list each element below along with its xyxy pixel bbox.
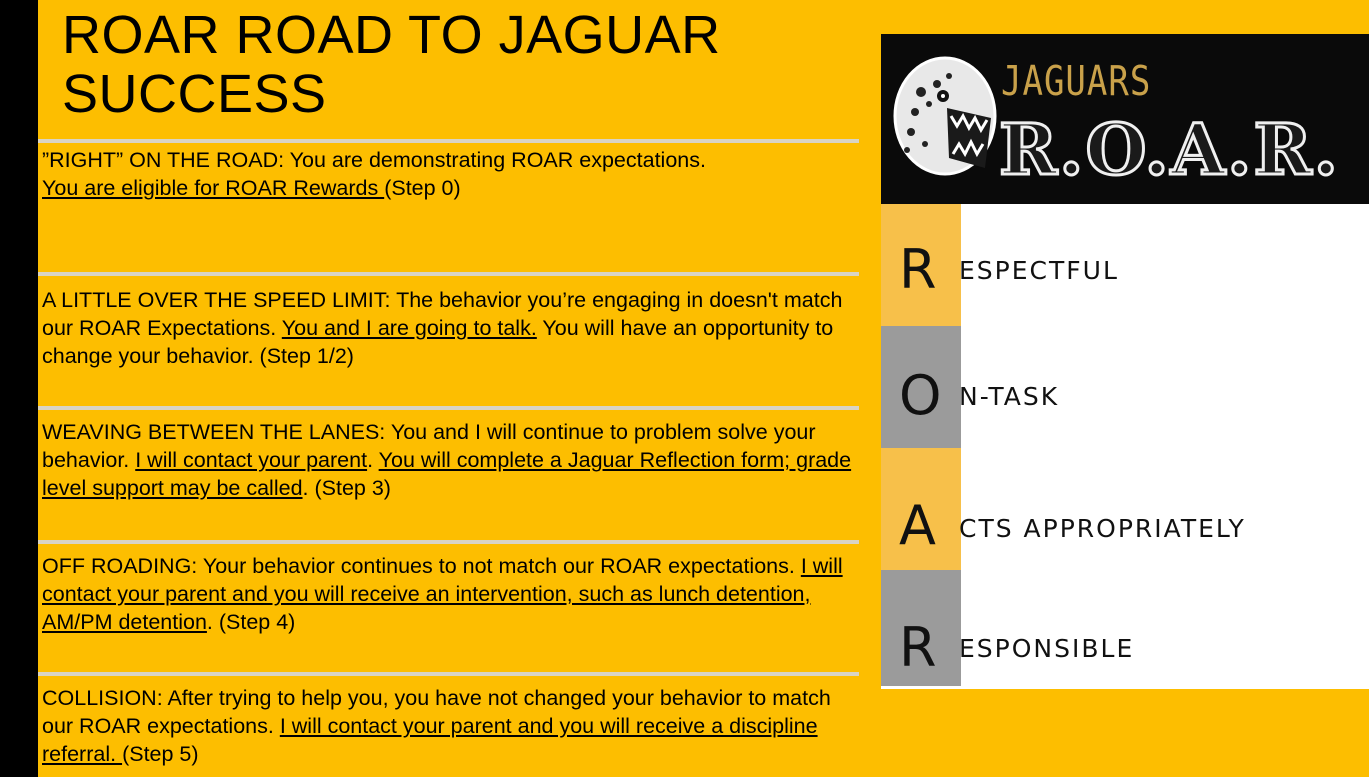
step-emphasis-2: You will complete a Jaguar Reflection form; grade level support may be called <box>42 448 852 500</box>
step-over-speed-limit <box>42 286 854 370</box>
step-text: WEAVING BETWEEN THE LANES: You and I will continue to problem solve your behavior. <box>42 420 816 472</box>
roar-letter-a: A <box>899 494 936 557</box>
step-weaving-lanes <box>42 418 854 502</box>
title-line-1: ROAR ROAD TO JAGUAR <box>62 5 721 65</box>
step-emphasis: You are eligible for ROAR Rewards <box>42 176 385 200</box>
left-black-bar <box>0 0 38 777</box>
roar-word-acts-appropriately: CTS APPROPRIATELY <box>959 514 1246 543</box>
step-emphasis: You and I are going to talk. <box>281 316 537 340</box>
roar-logo-card <box>881 34 1369 689</box>
step-text-tail: . (Step 4) <box>206 610 296 634</box>
divider <box>38 672 859 676</box>
step-off-roading <box>42 552 854 636</box>
roar-word-on-task: N-TASK <box>959 382 1060 411</box>
roar-word-responsible: ESPONSIBLE <box>959 634 1135 663</box>
step-emphasis: I will contact your parent <box>135 448 368 472</box>
step-punctuation: . <box>367 448 379 472</box>
jaguar-head-icon <box>887 46 1007 196</box>
roar-letter-r-2: R <box>899 616 937 679</box>
step-text: A LITTLE OVER THE SPEED LIMIT: The behavior you’re engaging in doesn't match our ROAR Expectations. <box>42 288 843 340</box>
divider <box>38 139 859 143</box>
step-text-tail: (Step 5) <box>122 742 199 766</box>
logo-header <box>881 34 1369 204</box>
step-text-tail: You will have an opportunity to change your behavior. (Step 1/2) <box>42 316 834 368</box>
step-right-on-the-road <box>42 146 854 202</box>
logo-roar-text: R.O.A.R. <box>999 108 1341 191</box>
divider <box>38 406 859 410</box>
divider <box>38 272 859 276</box>
step-emphasis: I will contact your parent and you will receive a discipline referral. <box>42 714 818 766</box>
roar-word-respectful: ESPECTFUL <box>959 256 1119 285</box>
step-emphasis: I will contact your parent and you will receive an intervention, such as lunch detention, AM/PM detention <box>42 554 843 634</box>
roar-letter-o: O <box>899 364 942 427</box>
step-label: (Step 0) <box>384 176 461 200</box>
step-collision <box>42 684 854 768</box>
step-text-tail: . (Step 3) <box>302 476 391 500</box>
divider <box>38 540 859 544</box>
logo-jaguars-text: JAGUARS <box>1001 58 1152 106</box>
step-text: ”RIGHT” ON THE ROAD: You are demonstrating ROAR expectations. <box>42 148 706 172</box>
step-text: OFF ROADING: Your behavior continues to not match our ROAR expectations. <box>42 554 801 578</box>
roar-letter-r: R <box>899 238 937 301</box>
page-title <box>62 6 822 124</box>
title-line-2: SUCCESS <box>62 64 327 124</box>
step-text: COLLISION: After trying to help you, you have not changed your behavior to match our ROAR expectations. <box>42 686 831 738</box>
